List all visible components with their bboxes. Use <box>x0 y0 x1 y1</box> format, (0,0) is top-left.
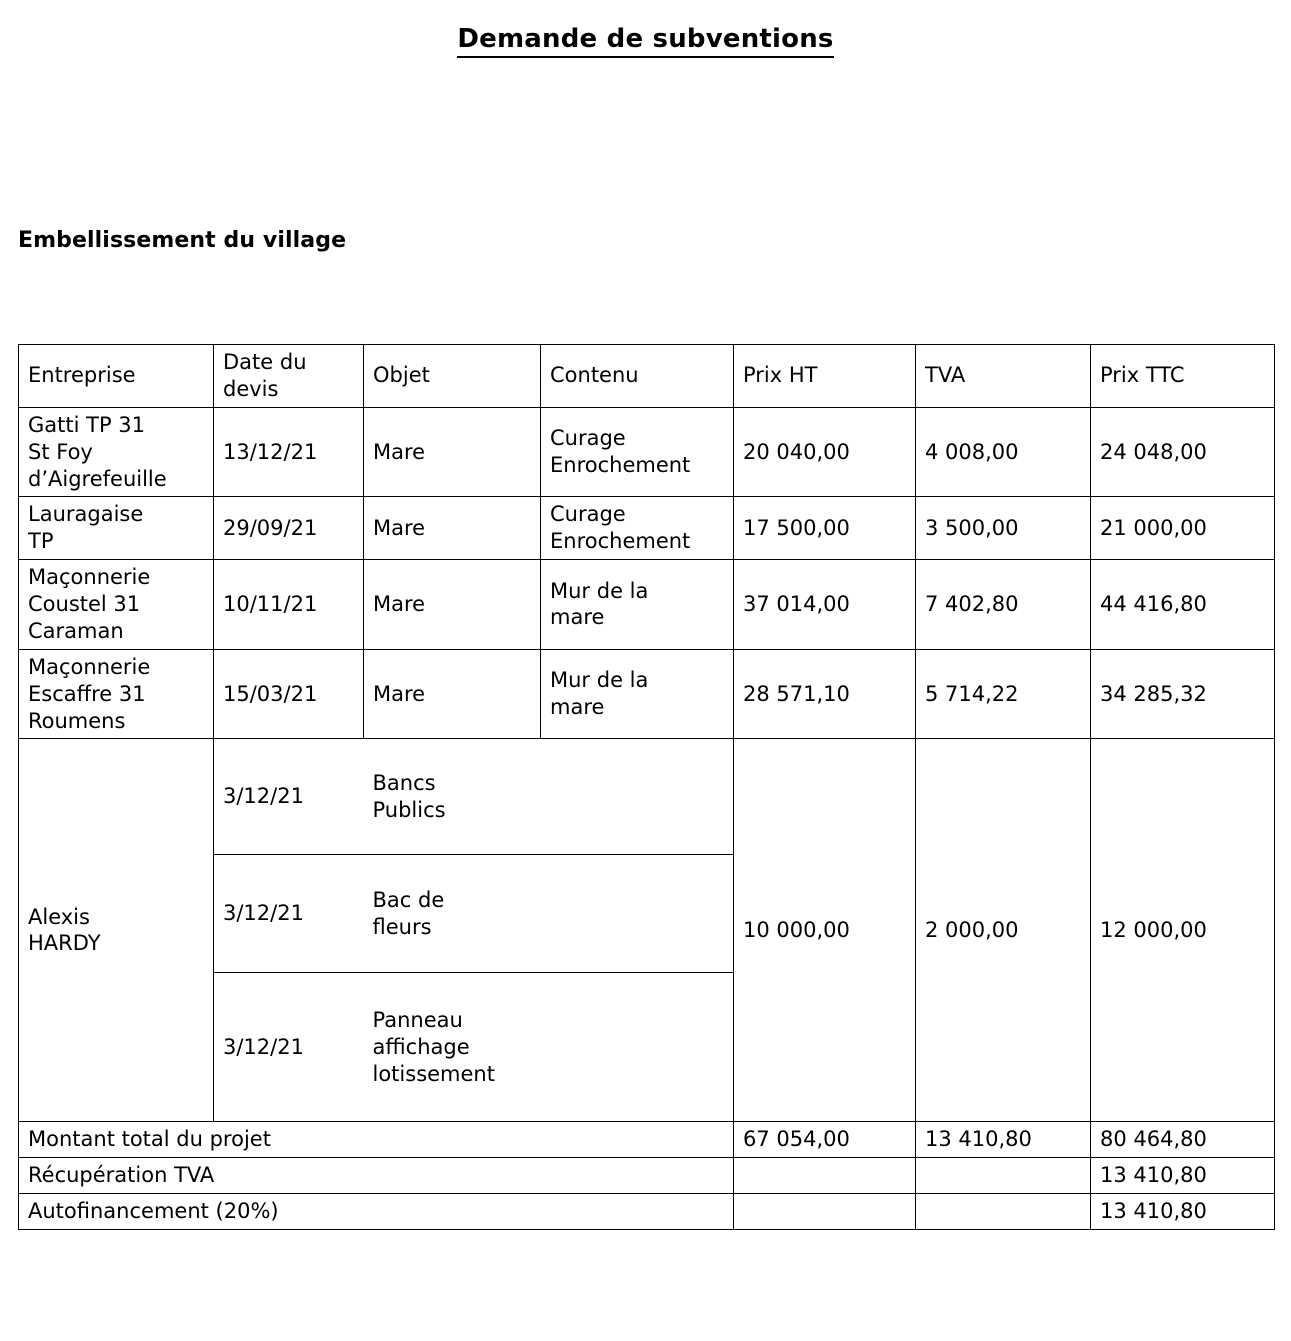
objet-subtable <box>364 739 541 1121</box>
cell-prix-ht: 17 500,00 <box>734 497 916 560</box>
contenu-subtable <box>541 739 734 1121</box>
subsidy-table <box>18 344 1275 1230</box>
date-subtable <box>214 739 364 1121</box>
subrow <box>214 739 364 855</box>
cell-contenu <box>541 560 734 650</box>
objet-line-2: Publics <box>372 797 446 822</box>
cell-prix-ttc: 24 048,00 <box>1091 407 1275 497</box>
summary-tva <box>916 1158 1091 1194</box>
summary-prix-ht <box>734 1194 916 1230</box>
entreprise-line-1: Lauragaise <box>28 502 144 527</box>
subrow <box>214 855 364 973</box>
entreprise-line-2: HARDY <box>28 931 101 956</box>
cell-prix-ht: 20 040,00 <box>734 407 916 497</box>
summary-row <box>19 1122 1275 1158</box>
cell-contenu <box>541 973 734 1122</box>
cell-date: 3/12/21 <box>214 973 364 1122</box>
cell-prix-ht: 37 014,00 <box>734 560 916 650</box>
cell-objet <box>364 739 541 855</box>
entreprise-line-1: Maçonnerie <box>28 654 151 679</box>
subrow <box>541 855 734 973</box>
table-header <box>19 345 1275 408</box>
contenu-line-2: mare <box>550 695 605 720</box>
entreprise-line-2: Escaffre 31 <box>28 681 146 706</box>
entreprise-line-1: Maçonnerie <box>28 565 151 590</box>
cell-prix-ttc: 12 000,00 <box>1091 739 1275 1122</box>
summary-label: Récupération TVA <box>19 1158 734 1194</box>
summary-tva <box>916 1194 1091 1230</box>
cell-prix-ht: 10 000,00 <box>734 739 916 1122</box>
page-title-text: Demande de subventions <box>457 24 833 58</box>
cell-prix-ttc: 34 285,32 <box>1091 649 1275 739</box>
cell-prix-ttc: 44 416,80 <box>1091 560 1275 650</box>
subrow <box>364 973 541 1122</box>
cell-tva: 2 000,00 <box>916 739 1091 1122</box>
cell-date: 3/12/21 <box>214 855 364 973</box>
summary-row <box>19 1158 1275 1194</box>
column-header-contenu: Contenu <box>541 345 734 408</box>
summary-label: Montant total du projet <box>19 1122 734 1158</box>
objet-line-3: lotissement <box>372 1061 495 1086</box>
cell-contenu-group <box>541 739 734 1122</box>
cell-tva: 7 402,80 <box>916 560 1091 650</box>
entreprise-line-1: Gatti TP 31 <box>28 412 146 437</box>
cell-contenu <box>541 407 734 497</box>
column-header-objet: Objet <box>364 345 541 408</box>
cell-prix-ttc: 21 000,00 <box>1091 497 1275 560</box>
cell-contenu <box>541 855 734 973</box>
contenu-line-1: Mur de la <box>550 578 649 603</box>
cell-date: 10/11/21 <box>214 560 364 650</box>
page-title <box>0 24 1291 54</box>
entreprise-line-2: St Foy <box>28 439 93 464</box>
cell-entreprise <box>19 739 214 1122</box>
contenu-line-1: Curage <box>550 426 626 451</box>
table-row <box>19 649 1275 739</box>
cell-objet: Mare <box>364 407 541 497</box>
table-row-grouped <box>19 739 1275 1122</box>
cell-objet <box>364 855 541 973</box>
cell-objet: Mare <box>364 497 541 560</box>
contenu-line-2: mare <box>550 605 605 630</box>
cell-entreprise <box>19 407 214 497</box>
column-header-prix-ttc: Prix TTC <box>1091 345 1275 408</box>
cell-date: 13/12/21 <box>214 407 364 497</box>
cell-objet: Mare <box>364 649 541 739</box>
subrow <box>541 973 734 1122</box>
cell-entreprise <box>19 649 214 739</box>
table-row <box>19 497 1275 560</box>
cell-prix-ht: 28 571,10 <box>734 649 916 739</box>
cell-entreprise <box>19 560 214 650</box>
summary-row <box>19 1194 1275 1230</box>
contenu-line-1: Curage <box>550 502 626 527</box>
objet-line-1: Bancs <box>372 771 436 795</box>
entreprise-line-2: Coustel 31 <box>28 592 141 616</box>
contenu-line-2: Enrochement <box>550 453 691 478</box>
subrow <box>364 855 541 973</box>
cell-date: 3/12/21 <box>214 739 364 855</box>
cell-date-group <box>214 739 364 1122</box>
column-header-entreprise: Entreprise <box>19 345 214 408</box>
summary-prix-ttc: 13 410,80 <box>1091 1158 1275 1194</box>
cell-tva: 4 008,00 <box>916 407 1091 497</box>
summary-prix-ht <box>734 1158 916 1194</box>
table-body <box>19 407 1275 1229</box>
subsidy-table-container <box>18 344 1274 1230</box>
cell-tva: 3 500,00 <box>916 497 1091 560</box>
cell-date: 29/09/21 <box>214 497 364 560</box>
summary-prix-ttc: 80 464,80 <box>1091 1122 1275 1158</box>
table-row <box>19 560 1275 650</box>
cell-entreprise <box>19 497 214 560</box>
summary-label: Autofinancement (20%) <box>19 1194 734 1230</box>
entreprise-line-3: d’Aigrefeuille <box>28 466 167 491</box>
cell-objet <box>364 973 541 1122</box>
objet-line-2: affichage <box>372 1034 470 1059</box>
table-row <box>19 407 1275 497</box>
table-header-row <box>19 345 1275 408</box>
entreprise-line-3: Roumens <box>28 708 126 733</box>
cell-objet: Mare <box>364 560 541 650</box>
subrow <box>214 973 364 1122</box>
section-title: Embellissement du village <box>18 228 347 253</box>
contenu-line-1: Mur de la <box>550 668 649 693</box>
cell-contenu <box>541 739 734 855</box>
objet-line-2: fleurs <box>372 914 432 939</box>
summary-prix-ttc: 13 410,80 <box>1091 1194 1275 1230</box>
contenu-line-2: Enrochement <box>550 529 691 554</box>
entreprise-line-3: Caraman <box>28 618 124 643</box>
objet-line-1: Bac de <box>372 888 445 912</box>
column-header-date: Date du devis <box>214 345 364 408</box>
cell-contenu <box>541 649 734 739</box>
cell-objet-group <box>364 739 541 1122</box>
cell-contenu <box>541 497 734 560</box>
summary-tva: 13 410,80 <box>916 1122 1091 1158</box>
cell-date: 15/03/21 <box>214 649 364 739</box>
subrow <box>364 739 541 855</box>
column-header-prix-ht: Prix HT <box>734 345 916 408</box>
subrow <box>541 739 734 855</box>
summary-prix-ht: 67 054,00 <box>734 1122 916 1158</box>
objet-line-1: Panneau <box>372 1008 463 1033</box>
entreprise-line-2: TP <box>28 529 54 554</box>
column-header-tva: TVA <box>916 345 1091 408</box>
cell-tva: 5 714,22 <box>916 649 1091 739</box>
entreprise-line-1: Alexis <box>28 904 90 929</box>
